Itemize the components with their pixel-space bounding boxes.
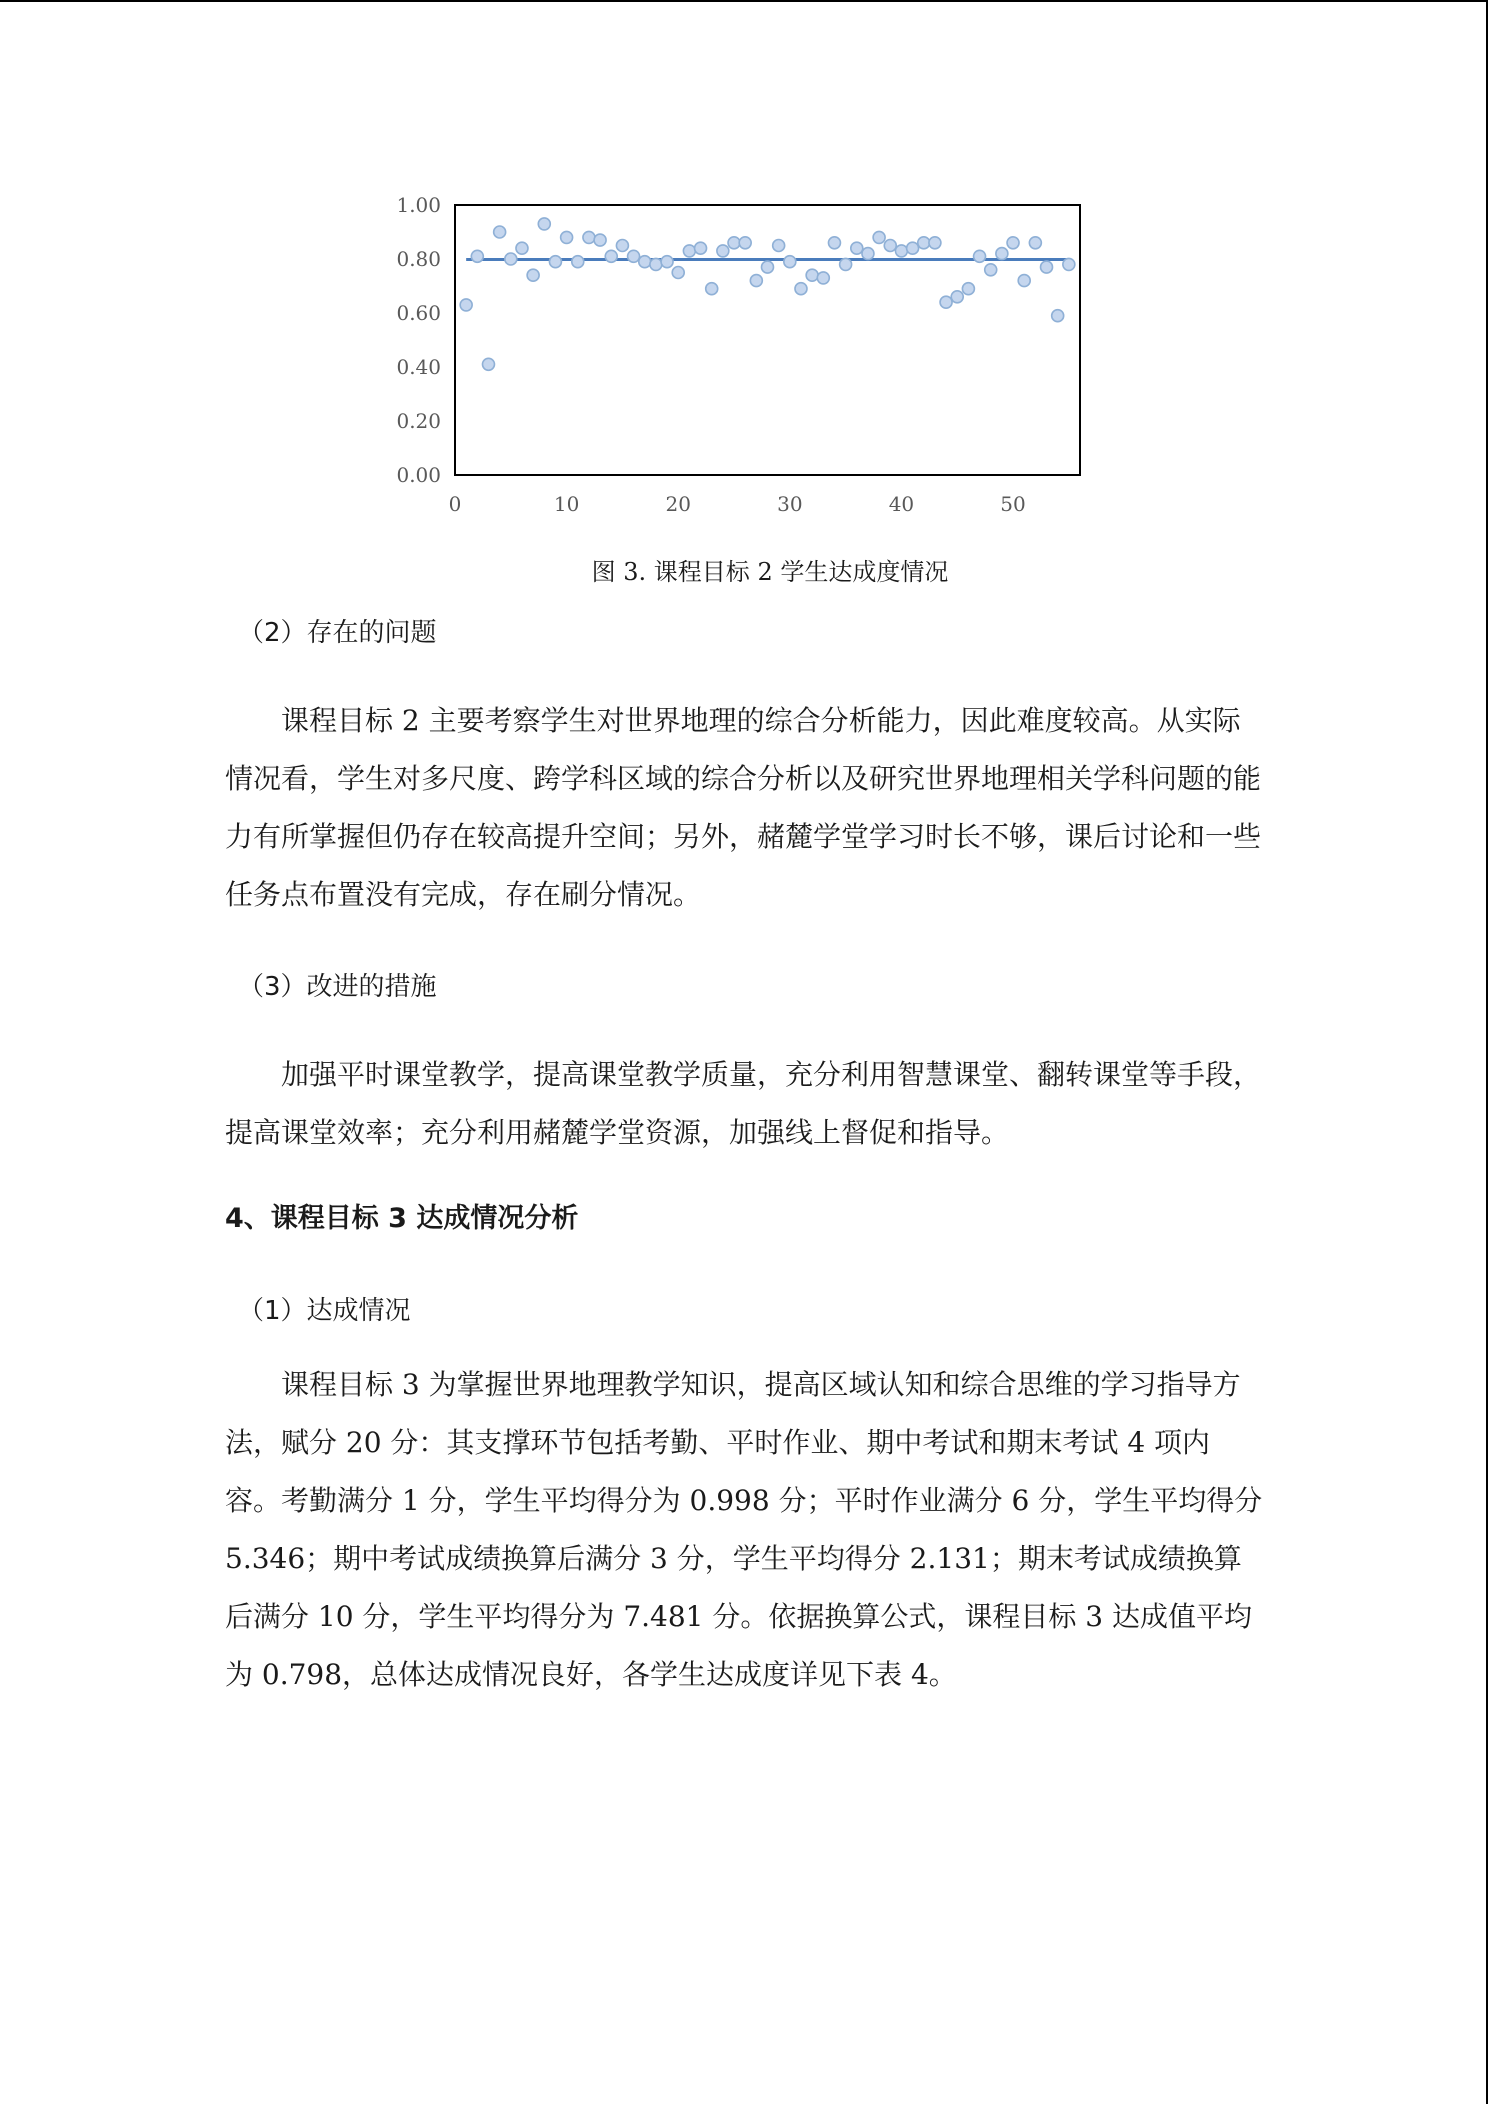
y-tick-label: 0.00 [396, 463, 441, 487]
data-point [728, 237, 740, 249]
data-point [873, 231, 885, 243]
data-point [460, 299, 472, 311]
data-point [683, 245, 695, 257]
figure-caption: 图 3. 课程目标 2 学生达成度情况 [591, 558, 949, 586]
data-point [482, 358, 494, 370]
data-point [661, 256, 673, 268]
page-border-top [0, 0, 1488, 2]
data-point [739, 237, 751, 249]
data-point [851, 242, 863, 254]
data-point [806, 269, 818, 281]
data-point [784, 256, 796, 268]
data-point [717, 245, 729, 257]
x-tick-label: 40 [888, 492, 915, 516]
problems-heading: （2）存在的问题 [238, 618, 437, 648]
data-point [773, 240, 785, 252]
data-point [527, 269, 539, 281]
y-tick-label: 0.80 [396, 247, 441, 271]
goal3-heading: 4、课程目标 3 达成情况分析 [225, 1203, 579, 1234]
data-point [817, 272, 829, 284]
data-point [1063, 258, 1075, 270]
x-tick-label: 30 [777, 492, 803, 516]
data-point [996, 248, 1008, 260]
data-point [862, 248, 874, 260]
data-point [828, 237, 840, 249]
data-point [605, 250, 617, 262]
data-point [918, 237, 930, 249]
x-tick-label: 0 [448, 492, 462, 516]
data-point [561, 231, 573, 243]
data-point [962, 283, 974, 295]
data-point [1041, 261, 1053, 273]
data-point [471, 250, 483, 262]
data-point [583, 231, 595, 243]
problems-paragraph: 课程目标 2 主要考察学生对世界地理的综合分析能力，因此难度较高。从实际情况看，学生对多尺度、跨学科区域的综合分析以及研究世界地理相关学科问题的能力有所掌握但仍存在较高提升空间；另外，赭麓学堂学习时长不够，课后讨论和一些任务点布置没有完成，存在刷分情况。 [225, 704, 1262, 911]
measures-paragraph: 加强平时课堂教学，提高课堂教学质量，充分利用智慧课堂、翻转课堂等手段，提高课堂效率；充分利用赭麓学堂资源，加强线上督促和指导。 [225, 1058, 1262, 1149]
data-point [706, 283, 718, 295]
data-point [1018, 275, 1030, 287]
data-point [974, 250, 986, 262]
x-tick-label: 20 [665, 492, 691, 516]
data-point [572, 256, 584, 268]
chart-svg [370, 190, 1100, 530]
data-point [795, 283, 807, 295]
goal3-status-heading: （1）达成情况 [238, 1296, 411, 1326]
y-tick-label: 0.40 [396, 355, 441, 379]
data-point [750, 275, 762, 287]
scatter-chart [370, 190, 1100, 530]
data-point [616, 240, 628, 252]
data-point [1007, 237, 1019, 249]
data-point [895, 245, 907, 257]
data-point [940, 296, 952, 308]
data-point [1029, 237, 1041, 249]
data-point [907, 242, 919, 254]
y-tick-label: 0.60 [396, 301, 441, 325]
data-point [628, 250, 640, 262]
data-point [650, 258, 662, 270]
data-point [695, 242, 707, 254]
data-point [639, 256, 651, 268]
data-point [951, 291, 963, 303]
data-point [884, 240, 896, 252]
data-point [516, 242, 528, 254]
data-point [985, 264, 997, 276]
x-tick-label: 10 [553, 492, 580, 516]
y-tick-label: 1.00 [396, 193, 441, 217]
plot-frame [455, 205, 1080, 475]
measures-heading: （3）改进的措施 [238, 972, 437, 1002]
data-point [672, 267, 684, 279]
data-point [840, 258, 852, 270]
data-point [1052, 310, 1064, 322]
data-point [505, 253, 517, 265]
data-point [549, 256, 561, 268]
data-point [929, 237, 941, 249]
goal3-paragraph: 课程目标 3 为掌握世界地理教学知识，提高区域认知和综合思维的学习指导方法，赋分 20 分：其支撑环节包括考勤、平时作业、期中考试和期末考试 4 项内容。考勤满分 1 分，学生平均得分为 0.998 分；平时作业满分 6 分，学生平均得分 5.346；期中考试成绩换算后满分 3 分，学生平均得分 2.131；期末考试成绩换算后满分 10 分，学生平均得分为 7.481 分。依据换算公式，课程目标 3 达成值平均为 0.798，总体达成情况良好，各学生达成度详见下表 4。 [225, 1368, 1263, 1691]
data-point [762, 261, 774, 273]
x-tick-label: 50 [1000, 492, 1026, 516]
data-point [538, 218, 550, 230]
data-point [594, 234, 606, 246]
y-tick-label: 0.20 [396, 409, 441, 433]
data-point [494, 226, 506, 238]
